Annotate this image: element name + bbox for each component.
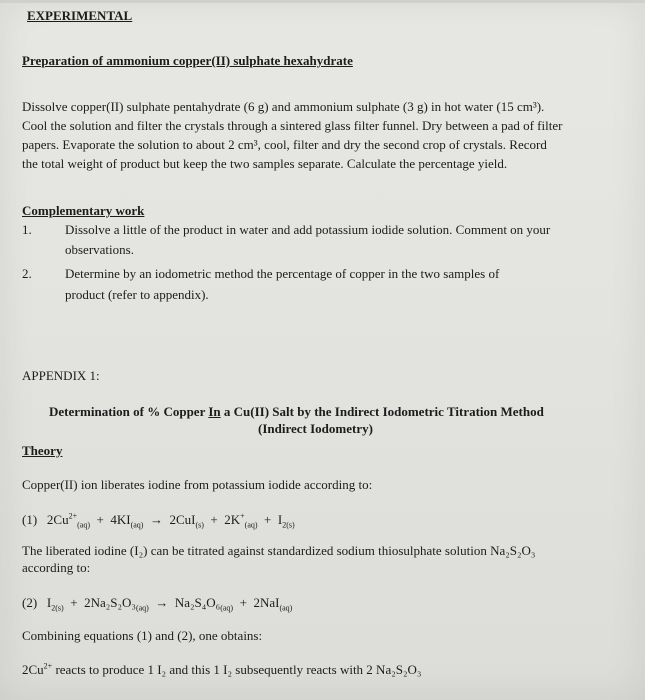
appendix-subtitle: (Indirect Iodometry) <box>258 421 373 436</box>
combining-line: Combining equations (1) and (2), one obtains: <box>22 628 263 643</box>
item-text: Determine by an iodometric method the percentage of copper in the two samples of <box>65 266 500 281</box>
eq1-r1-state: (aq) <box>77 520 90 530</box>
appendix-title <box>49 404 544 420</box>
appendix-heading: APPENDIX 1: <box>22 368 100 383</box>
appendix-title-part2: a Cu(II) Salt by the Indirect Iodometric Titration Method <box>220 404 544 419</box>
eq1-p1-state: (s) <box>195 520 204 530</box>
eq2-p1: Na₂S₄O₆ <box>174 595 221 610</box>
liberated-line: The liberated iodine (I₂) can be titrated against standardized sodium thiosulphate solution Na₂S₂O₃ <box>22 543 536 558</box>
equation-2 <box>22 595 292 611</box>
eq2-plus: + <box>70 595 78 610</box>
page-top-edge <box>0 0 645 3</box>
prep-line: Cool the solution and filter the crystals through a sintered glass filter funnel. Dry between a pad of filter <box>22 118 563 133</box>
complementary-heading: Complementary work <box>22 203 145 218</box>
eq2-p2-state: (aq) <box>279 603 293 613</box>
final-line-a: 2Cu <box>22 662 44 677</box>
item-number: 2. <box>22 266 32 281</box>
eq2-r1-state: 2(s) <box>51 603 64 613</box>
eq1-arrow: → <box>149 512 163 527</box>
theory-intro: Copper(II) ion liberates iodine from potassium iodide according to: <box>22 477 373 492</box>
prep-heading: Preparation of ammonium copper(II) sulphate hexahydrate <box>22 53 353 68</box>
eq2-r2: 2Na₂S₂O₃ <box>84 595 136 610</box>
prep-line: papers. Evaporate the solution to about 2 cm³, cool, filter and dry the second crop of crystals. Record <box>22 137 547 152</box>
eq2-p1-state: (aq) <box>220 603 234 613</box>
eq1-r2-state: (aq) <box>130 520 144 530</box>
eq1-p3-sub: 2 <box>282 520 287 530</box>
eq1-p2: 2K <box>224 512 241 527</box>
eq1-p2-state: (aq) <box>244 520 258 530</box>
eq1-p1: 2CuI <box>169 512 196 527</box>
eq1-r1: 2Cu <box>46 512 69 527</box>
eq1-label: (1) <box>22 512 38 527</box>
appendix-title-in: In <box>208 404 221 419</box>
item-number: 1. <box>22 222 32 237</box>
prep-line: Dissolve copper(II) sulphate pentahydrate (6 g) and ammonium sulphate (3 g) in hot water (15 cm³). <box>22 99 545 114</box>
item-text: product (refer to appendix). <box>65 287 209 302</box>
equation-1 <box>22 512 295 528</box>
eq1-plus: + <box>96 512 104 527</box>
eq1-p3-state: (s) <box>286 520 295 530</box>
eq2-arrow: → <box>155 595 169 610</box>
item-text: Dissolve a little of the product in water and add potassium iodide solution. Comment on your <box>65 222 551 237</box>
final-line-charge: 2+ <box>43 661 53 671</box>
eq1-p3: I <box>277 512 283 527</box>
eq2-plus: + <box>239 595 247 610</box>
eq2-r2-state: (aq) <box>135 603 149 613</box>
eq2-p2: 2NaI <box>253 595 280 610</box>
liberated-line: according to: <box>22 560 91 575</box>
item-text: observations. <box>65 242 134 257</box>
eq1-r2: 4KI <box>110 512 131 527</box>
eq1-plus: + <box>210 512 218 527</box>
final-line <box>22 662 421 678</box>
theory-heading: Theory <box>22 443 63 458</box>
eq1-plus: + <box>264 512 272 527</box>
eq1-r1-charge: 2+ <box>68 511 78 521</box>
prep-line: the total weight of product but keep the two samples separate. Calculate the percentage yield. <box>22 156 508 171</box>
section-title: EXPERIMENTAL <box>27 8 133 23</box>
prep-paragraph <box>22 97 627 173</box>
final-line-b: reacts to produce 1 I₂ and this 1 I₂ subsequently reacts with 2 Na₂S₂O₃ <box>52 662 422 677</box>
eq2-r1: I <box>46 595 52 610</box>
eq1-p2-charge: + <box>240 511 245 521</box>
eq2-label: (2) <box>22 595 38 610</box>
appendix-title-part1: Determination of % Copper <box>49 404 209 419</box>
